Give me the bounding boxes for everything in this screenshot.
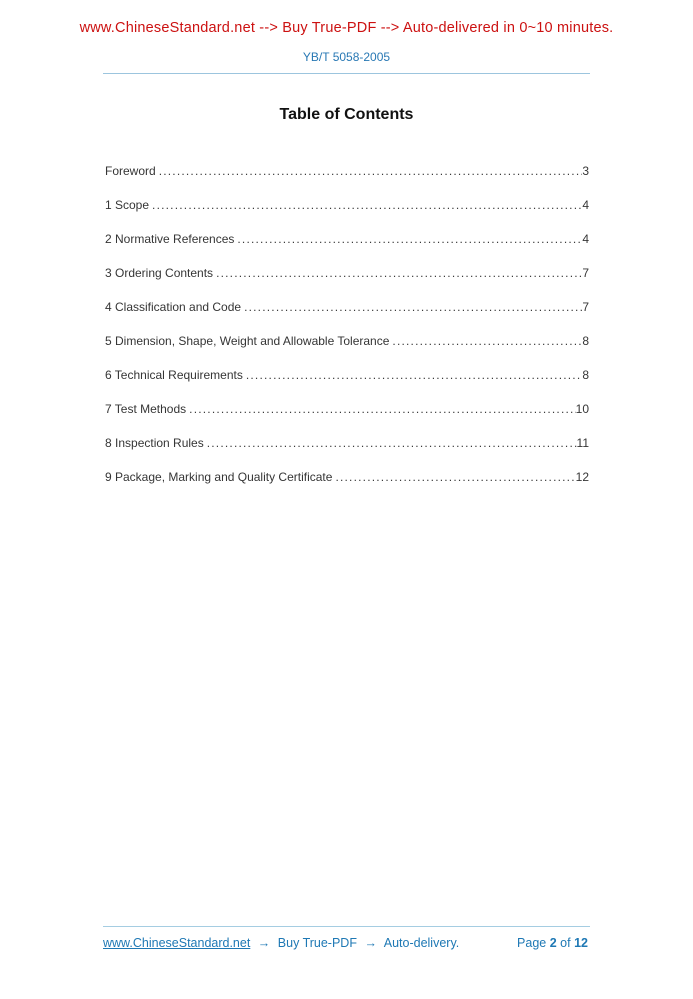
footer-left [103, 935, 459, 951]
toc-entry-page-number: 3 [582, 164, 589, 178]
toc-leader-dots [332, 470, 575, 485]
toc-entry [105, 368, 589, 383]
toc-entry [105, 334, 589, 349]
toc-entry-page-number: 8 [582, 368, 589, 382]
footer-buy-text: Buy True-PDF [277, 936, 357, 950]
standard-code: YB/T 5058-2005 [302, 50, 391, 64]
toc-entry-label: 3 Ordering Contents [105, 266, 214, 280]
toc-leader-dots [213, 266, 582, 281]
toc-entry-page-number: 10 [575, 402, 589, 416]
toc-entry [105, 266, 589, 281]
toc-entry-label: 6 Technical Requirements [105, 368, 243, 382]
footer-delivery-text: Auto-delivery. [383, 936, 460, 950]
toc-entry-label: Foreword [105, 164, 156, 178]
toc-entry [105, 470, 589, 485]
promo-banner: www.ChineseStandard.net --> Buy True-PDF --> Auto-delivered in 0~10 minutes. [79, 20, 614, 36]
toc-leader-dots [156, 164, 583, 179]
toc-leader-dots [204, 436, 577, 451]
toc-entry-label: 4 Classification and Code [105, 300, 242, 314]
toc-entry-page-number: 8 [582, 334, 589, 348]
toc-entry-label: 9 Package, Marking and Quality Certificate [105, 470, 333, 484]
page-indicator [517, 935, 590, 951]
toc-entry [105, 164, 589, 179]
toc-entry [105, 436, 589, 451]
toc-leader-dots [234, 232, 582, 247]
toc-entry-label: 8 Inspection Rules [105, 436, 204, 450]
page-indicator-label: Page [517, 936, 547, 950]
toc-entry-page-number: 4 [582, 198, 589, 212]
document-page [0, 19, 693, 999]
page-footer [103, 926, 590, 951]
toc-entry-page-number: 7 [582, 266, 589, 280]
right-arrow-icon: → [257, 936, 271, 950]
page-indicator-total: 12 [574, 936, 588, 950]
footer-rule [103, 926, 590, 927]
right-arrow-icon: → [364, 936, 377, 950]
toc-entry-page-number: 7 [582, 300, 589, 314]
toc-entry [105, 198, 589, 213]
toc-entry-page-number: 4 [582, 232, 589, 246]
toc-entry [105, 300, 589, 315]
footer-row [103, 935, 590, 951]
page-title: Table of Contents [279, 106, 414, 123]
footer-site-link[interactable]: www.ChineseStandard.net [103, 936, 251, 950]
toc-leader-dots [241, 300, 582, 315]
toc-entry-label: 7 Test Methods [105, 402, 187, 416]
header-rule [103, 73, 590, 74]
toc-entry-page-number: 11 [576, 436, 589, 450]
toc-entry-page-number: 12 [575, 470, 589, 484]
toc-entry-label: 5 Dimension, Shape, Weight and Allowable Tolerance [105, 334, 390, 348]
toc-leader-dots [389, 334, 582, 349]
toc-entry [105, 232, 589, 247]
table-of-contents [105, 164, 589, 485]
toc-entry-label: 2 Normative References [105, 232, 235, 246]
page-indicator-of: of [560, 936, 571, 950]
page-indicator-current: 2 [549, 936, 557, 950]
toc-entry [105, 402, 589, 417]
toc-leader-dots [243, 368, 582, 383]
toc-leader-dots [149, 198, 582, 213]
toc-leader-dots [186, 402, 575, 417]
toc-entry-label: 1 Scope [105, 198, 150, 212]
